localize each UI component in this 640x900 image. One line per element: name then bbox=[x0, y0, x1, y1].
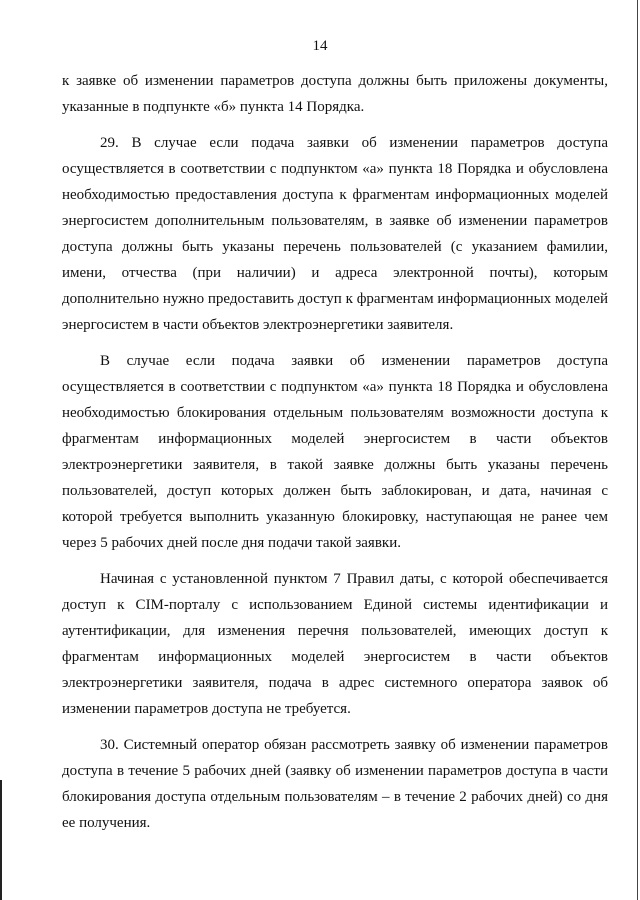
paragraph-29-blocking: В случае если подача заявки об изменении параметров доступа осуществляется в соответствии с подпунктом «а» пункта 18 Порядка и обусловлена необходимостью блокирования отдельным пользователям возможности доступа к фрагментам информационных моделей энергосистем в части объектов электроэнергетики заявителя, в такой заявке должны быть указаны перечень пользователей, доступ которых должен быть заблокирован, и дата, начиная с которой требуется выполнить указанную блокировку, наступающая не ранее чем через 5 рабочих дней после дня подачи такой заявки. bbox=[62, 353, 608, 551]
scan-edge-bottom-left bbox=[0, 780, 2, 900]
scan-edge-right bbox=[637, 0, 638, 900]
paragraph-29: 29. В случае если подача заявки об изменении параметров доступа осуществляется в соответствии с подпунктом «а» пункта 18 Порядка и обусловлена необходимостью предоставления доступа к фрагментам информационных моделей энергосистем дополнительным пользователям, в заявке об изменении параметров доступа должны быть указаны перечень пользователей (с указанием фамилии, имени, отчества (при наличии) и адреса электронной почты), которым дополнительно нужно предоставить доступ к фрагментам информационных моделей энергосистем в части объектов электроэнергетики заявителя. bbox=[62, 135, 608, 333]
document-body bbox=[62, 68, 608, 846]
page-number: 14 bbox=[312, 38, 328, 54]
paragraph-continuation: к заявке об изменении параметров доступа должны быть приложены документы, указанные в подпункте «б» пункта 14 Порядка. bbox=[62, 73, 608, 115]
paragraph-29-cim-portal: Начиная с установленной пунктом 7 Правил даты, с которой обеспечивается доступ к CIM-порталу с использованием Единой системы идентификации и аутентификации, для изменения перечня пользователей, имеющих доступ к фрагментам информационных моделей энергосистем в части объектов электроэнергетики заявителя, подача в адрес системного оператора заявок об изменении параметров доступа не требуется. bbox=[62, 571, 608, 717]
paragraph-30: 30. Системный оператор обязан рассмотреть заявку об изменении параметров доступа в течение 5 рабочих дней (заявку об изменении параметров доступа в части блокирования доступа отдельным пользователям – в течение 2 рабочих дней) со дня ее получения. bbox=[62, 737, 608, 831]
